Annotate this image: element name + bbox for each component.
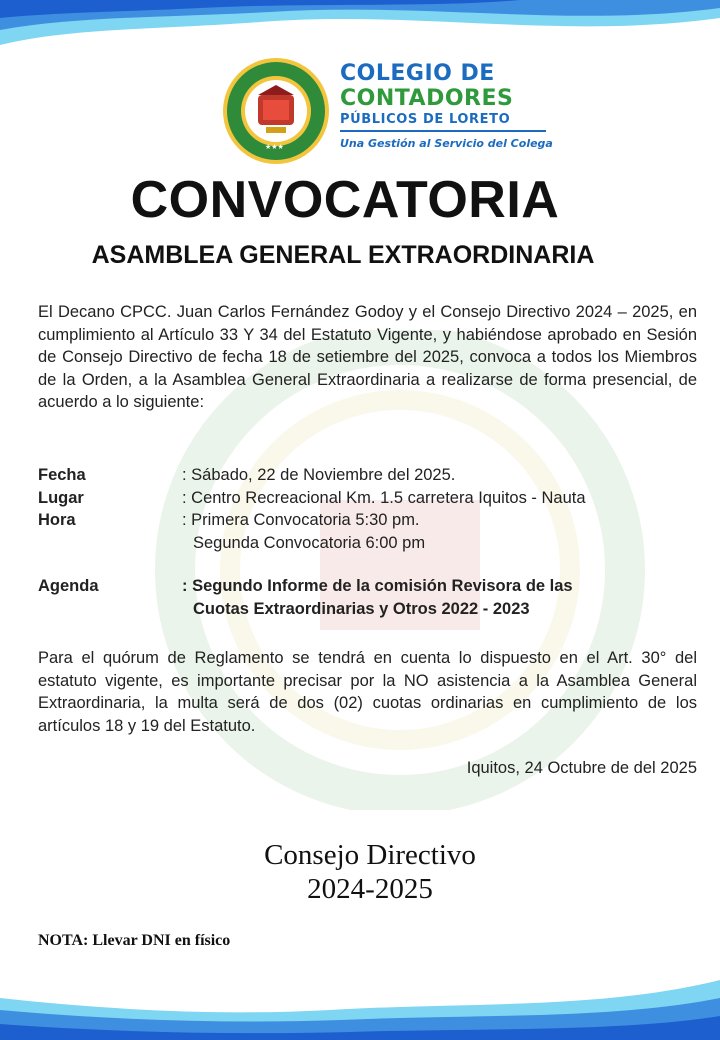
hora-value: : Primera Convocatoria 5:30 pm. — [182, 511, 420, 529]
council-name: Consejo Directivo — [264, 839, 476, 871]
lugar-row — [38, 489, 698, 512]
fecha-row — [38, 466, 698, 489]
hora-value-2: Segunda Convocatoria 6:00 pm — [193, 533, 426, 552]
svg-text:★★★: ★★★ — [265, 143, 284, 151]
agenda-line-1: : Segundo Informe de la comisión Revisora de las — [182, 577, 573, 595]
lugar-value: : Centro Recreacional Km. 1.5 carretera Iquitos - Nauta — [182, 488, 586, 507]
council-signature — [250, 838, 490, 906]
event-details — [38, 466, 698, 556]
brand-line-1: COLEGIO DE — [340, 61, 495, 86]
agenda — [38, 577, 698, 622]
fecha-label: Fecha — [38, 466, 86, 484]
quorum-paragraph: Para el quórum de Reglamento se tendrá en cuenta lo dispuesto en el Art. 30° del estatuto vigente, es importante precisar por la NO asistencia a la Asamblea General Extraordinaria, la multa será de dos (02) cuotas ordinarias en cumplimiento de los artículos 18 y 19 del Estatuto. — [38, 649, 697, 735]
header — [222, 55, 562, 170]
page-subtitle: ASAMBLEA GENERAL EXTRAORDINARIA — [91, 241, 595, 269]
fecha-value: : Sábado, 22 de Noviembre del 2025. — [182, 466, 456, 484]
agenda-row-2 — [38, 600, 698, 623]
brand-underline — [340, 130, 546, 132]
note: NOTA: Llevar DNI en físico — [38, 932, 231, 949]
brand-motto: Una Gestión al Servicio del Colega — [340, 137, 553, 150]
intro-paragraph: El Decano CPCC. Juan Carlos Fernández Godoy y el Consejo Directivo 2024 – 2025, en cumplimiento al Artículo 33 Y 34 del Estatuto Vigente, y habiéndose aprobado en Sesión de Consejo Directivo de fecha 18 de setiembre del 2025, convoca a todos los Miembros de la Orden, a la Asamblea General Extraordinaria a realizarse de forma presencial, de acuerdo a lo siguiente: — [38, 303, 697, 411]
agenda-label: Agenda — [38, 577, 99, 595]
page-title: CONVOCATORIA — [130, 171, 560, 229]
college-seal-logo — [222, 57, 330, 165]
place-date: Iquitos, 24 Octubre de del 2025 — [466, 759, 697, 777]
hora-row — [38, 511, 698, 534]
agenda-line-2: Cuotas Extraordinarias y Otros 2022 - 2023 — [193, 599, 530, 618]
lugar-label: Lugar — [38, 488, 84, 507]
hora-row-2 — [38, 534, 698, 557]
agenda-row — [38, 577, 698, 600]
bottom-wave-decoration — [0, 980, 720, 1040]
hora-label: Hora — [38, 511, 76, 529]
council-period: 2024-2025 — [307, 873, 433, 905]
brand-line-3: PÚBLICOS DE LORETO — [340, 112, 511, 127]
brand-block — [340, 63, 560, 150]
brand-line-2: CONTADORES — [340, 86, 514, 111]
